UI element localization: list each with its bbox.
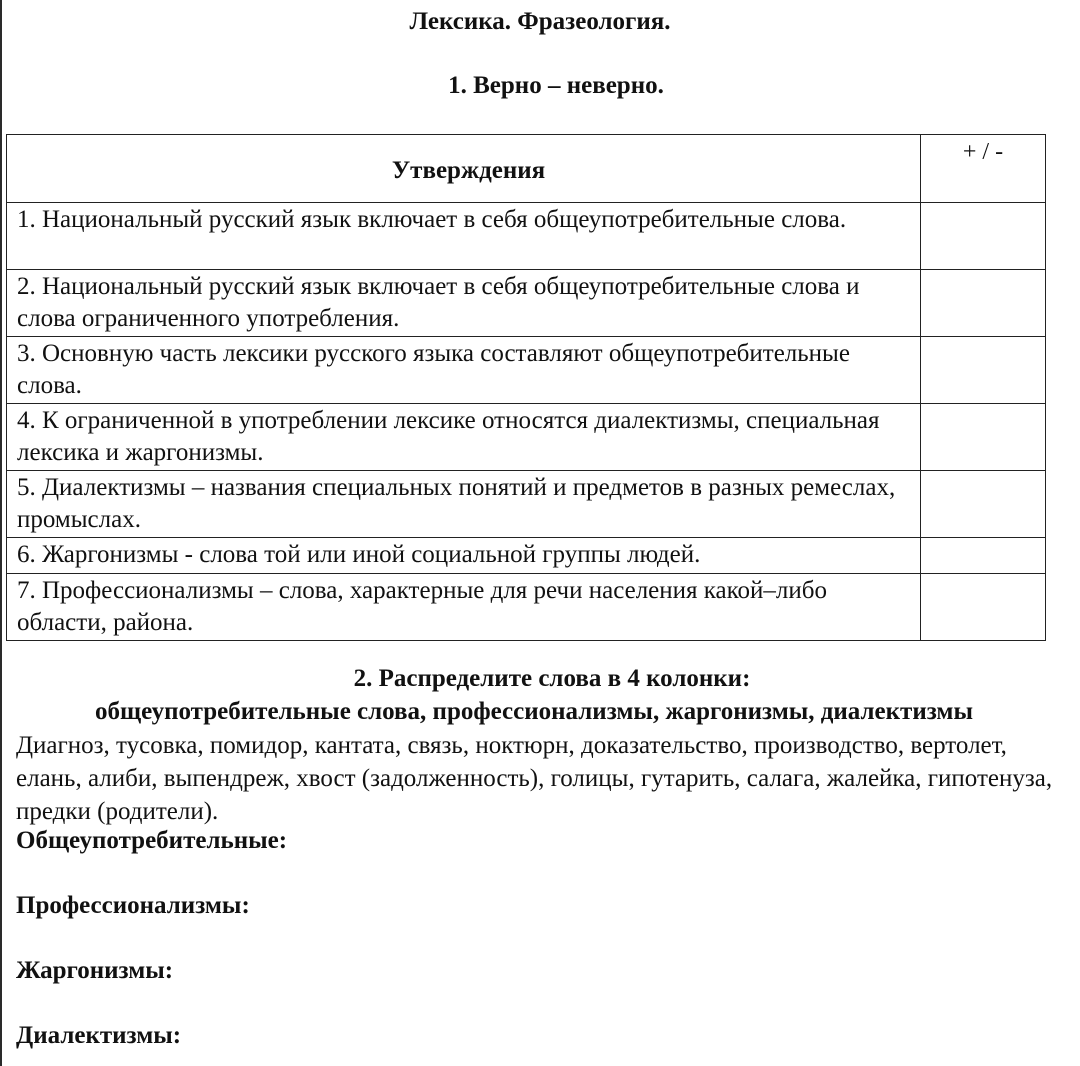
answer-cell-6[interactable] <box>921 538 1046 574</box>
category-jargon: Жаргонизмы: <box>16 957 174 984</box>
page-left-edge <box>0 0 2 1066</box>
table-header-row <box>7 135 1046 203</box>
table-row <box>7 337 1046 404</box>
section2-subtitle: общеупотребительные слова, профессионализмы, жаргонизмы, диалектизмы <box>95 698 973 725</box>
statement-1: 1. Национальный русский язык включает в себя общеупотребительные слова. <box>7 203 921 270</box>
category-common: Общеупотребительные: <box>16 827 288 854</box>
header-statements: Утверждения <box>7 135 921 203</box>
page-title: Лексика. Фразеология. <box>409 8 671 35</box>
statement-3: 3. Основную часть лексики русского языка составляют общеупотребительные слова. <box>7 337 921 404</box>
answer-cell-4[interactable] <box>921 404 1046 471</box>
answer-cell-5[interactable] <box>921 471 1046 538</box>
statement-5: 5. Диалектизмы – названия специальных понятий и предметов в разных ремеслах, промыслах. <box>7 471 921 538</box>
section1-title: 1. Верно – неверно. <box>448 72 664 99</box>
answer-cell-3[interactable] <box>921 337 1046 404</box>
table-row <box>7 574 1046 641</box>
category-dialect: Диалектизмы: <box>16 1022 182 1049</box>
statement-2: 2. Национальный русский язык включает в себя общеупотребительные слова и слова ограниченного употребления. <box>7 270 921 337</box>
statements-table <box>6 134 1046 641</box>
answer-cell-7[interactable] <box>921 574 1046 641</box>
answer-cell-1[interactable] <box>921 203 1046 270</box>
category-professional: Профессионализмы: <box>16 892 250 919</box>
header-mark: + / - <box>921 135 1046 203</box>
table-row <box>7 270 1046 337</box>
table-row <box>7 538 1046 574</box>
table-row <box>7 404 1046 471</box>
word-list: Диагноз, тусовка, помидор, кантата, связь, ноктюрн, доказательство, производство, вертолет, елань, алиби, выпендреж, хвост (задолженность), голицы, гутарить, салага, жалейка, гипотенуза, предки (родители). <box>16 732 1053 825</box>
statement-7: 7. Профессионализмы – слова, характерные для речи населения какой–либо области, района. <box>7 574 921 641</box>
section2-title: 2. Распределите слова в 4 колонки: <box>353 665 751 692</box>
statement-4: 4. К ограниченной в употреблении лексике относятся диалектизмы, специальная лексика и жаргонизмы. <box>7 404 921 471</box>
table-row <box>7 203 1046 270</box>
statement-6: 6. Жаргонизмы - слова той или иной социальной группы людей. <box>7 538 921 574</box>
answer-cell-2[interactable] <box>921 270 1046 337</box>
table-row <box>7 471 1046 538</box>
